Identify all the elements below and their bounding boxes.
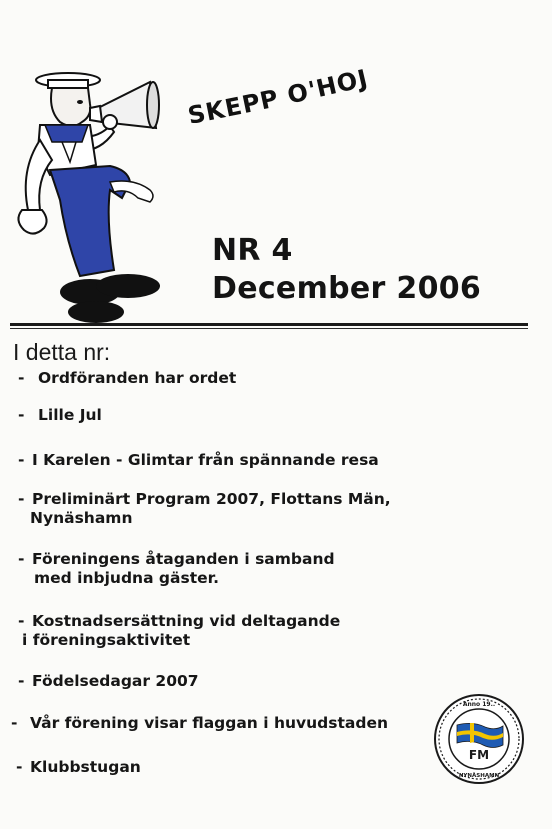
svg-text:Anno 19..: Anno 19.. — [462, 701, 496, 708]
toc-item: - Lille Jul — [18, 406, 102, 424]
svg-text:NYNÄSHAMN: NYNÄSHAMN — [458, 773, 500, 779]
toc-item: - Ordföranden har ordet — [18, 369, 237, 387]
toc-item: - Preliminärt Program 2007, Flottans Män, Nynäshamn — [18, 490, 391, 527]
toc-item: - Kostnadsersättning vid deltagande i föreningsaktivitet — [18, 612, 341, 649]
toc-item: - Föreningens åtaganden i samband med inbjudna gäster. — [18, 550, 335, 587]
svg-text:FM: FM — [468, 748, 490, 762]
toc-item: - Födelsedagar 2007 — [18, 672, 199, 690]
toc-item: - Vår förening visar flaggan i huvudstaden — [11, 714, 388, 732]
toc-item: - Klubbstugan — [16, 758, 141, 776]
toc-heading: I detta nr: — [13, 339, 111, 365]
issue-number: NR 4 — [212, 233, 293, 268]
issue-date: December 2006 — [212, 271, 482, 306]
divider-thin — [10, 328, 528, 329]
issue-info — [212, 232, 481, 308]
svg-text:SKEPP O'HOJ — [186, 64, 371, 130]
magazine-title — [185, 62, 455, 132]
toc-item: - I Karelen - Glimtar från spännande resa — [18, 451, 379, 469]
magazine-title-text: SKEPP O'HOJ — [185, 64, 371, 130]
sailor-megaphone-illustration — [10, 70, 185, 325]
club-emblem-icon — [433, 693, 525, 785]
divider-thick — [10, 323, 528, 326]
